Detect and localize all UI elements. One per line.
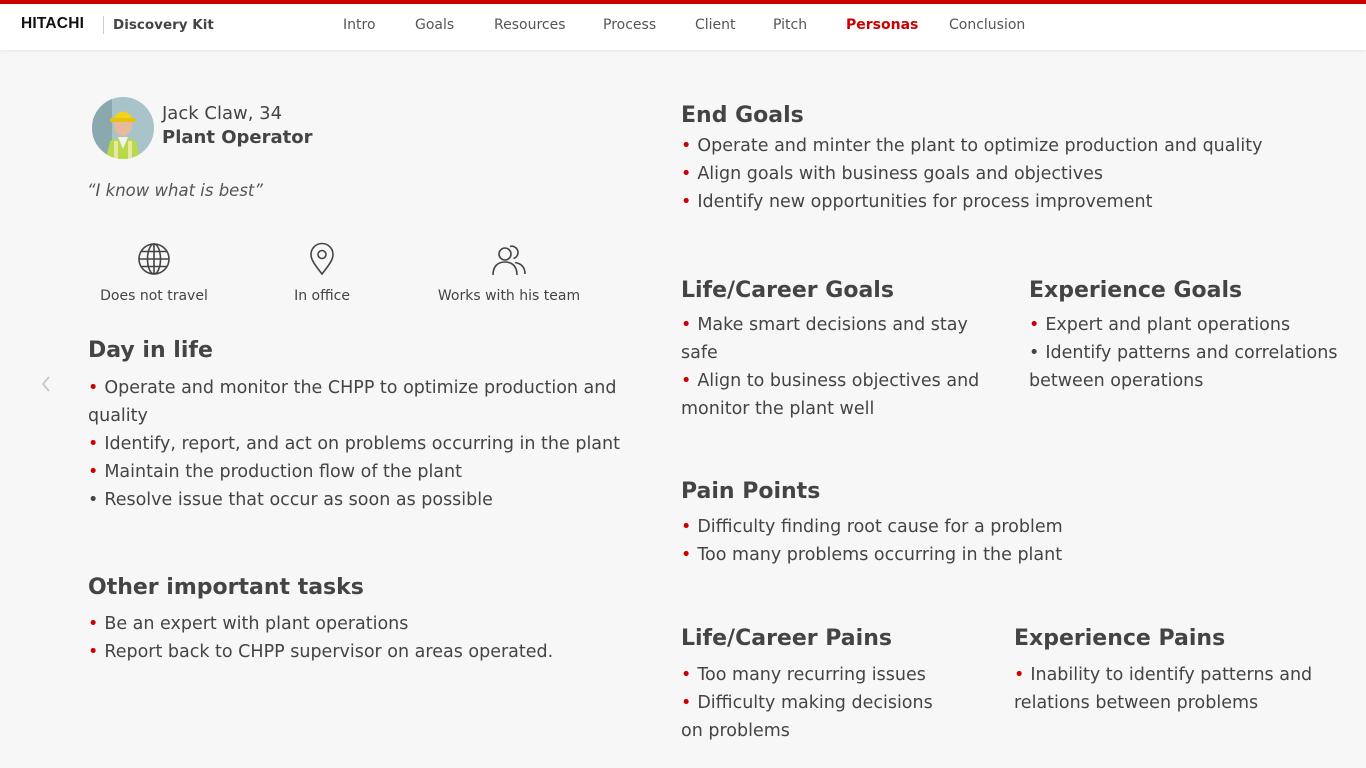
other-tasks-title: Other important tasks [88,575,364,600]
bullet-icon: • [88,434,99,454]
list-item: • Expert and plant operations [1029,315,1291,335]
bullet-icon: • [681,371,692,391]
list-item: • Make smart decisions and stay safe [681,315,968,363]
nav-pitch[interactable]: Pitch [773,17,808,33]
nav-personas[interactable]: Personas [846,17,919,33]
bullet-icon: • [681,315,692,335]
logo-divider [103,16,104,34]
trait-label: In office [294,288,350,304]
nav-conclusion[interactable]: Conclusion [949,17,1026,33]
bullet-icon: • [1014,665,1025,685]
bullet-icon: • [88,462,99,482]
nav-intro[interactable]: Intro [343,17,376,33]
pain-points-title: Pain Points [681,479,821,504]
persona-name: Jack Claw, 34 [162,103,283,124]
active-nav-indicator [829,0,928,3]
list-item: • Difficulty finding root cause for a problem [681,517,1063,537]
list-item: • Report back to CHPP supervisor on areas operated. [88,642,554,662]
list-item: • Too many problems occurring in the plant [681,545,1063,565]
bullet-icon: • [88,490,99,510]
bullet-icon: • [88,378,99,398]
header [0,4,1366,50]
end-goals-list [681,132,1321,216]
list-item: • Align goals with business goals and objectives [681,164,1103,184]
nav-process[interactable]: Process [603,17,657,33]
hitachi-logo[interactable]: HITACHI [21,15,85,32]
experience-goals-title: Experience Goals [1029,278,1243,303]
experience-pains-list [1014,661,1314,717]
bullet-icon: • [681,192,692,212]
list-item: • Be an expert with plant operations [88,614,409,634]
globe-icon [137,242,171,276]
other-tasks-list [88,610,633,666]
list-item: • Maintain the production flow of the plant [88,462,462,482]
bullet-icon: • [88,614,99,634]
persona-role: Plant Operator [162,127,313,148]
nav-client[interactable]: Client [695,17,736,33]
bullet-icon: • [681,517,692,537]
life-career-goals-list [681,311,981,423]
bullet-icon: • [681,164,692,184]
list-item: • Operate and minter the plant to optimize production and quality [681,136,1263,156]
day-in-life-list [88,374,633,514]
bullet-icon: • [88,642,99,662]
list-item: • Too many recurring issues [681,665,926,685]
trait-label: Does not travel [100,288,208,304]
bullet-icon: • [681,545,692,565]
bullet-icon: • [1029,343,1040,363]
experience-goals-list [1029,311,1339,395]
list-item: • Difficulty making decisions on problems [681,693,933,741]
trait-location [272,242,372,304]
persona-quote: “I know what is best” [87,181,263,200]
kit-name[interactable]: Discovery Kit [113,17,214,33]
list-item: • Identify new opportunities for process improvement [681,192,1153,212]
pain-points-list [681,513,1321,569]
list-item: • Inability to identify patterns and relations between problems [1014,665,1313,713]
team-icon [491,242,527,278]
bullet-icon: • [681,693,692,713]
trait-label: Works with his team [437,288,581,304]
bullet-icon: • [681,665,692,685]
list-item: • Identify patterns and correlations between operations [1029,343,1338,391]
list-item: • Operate and monitor the CHPP to optimize production and quality [88,378,617,426]
previous-slide-arrow-icon[interactable] [38,373,54,395]
list-item: • Align to business objectives and monitor the plant well [681,371,980,419]
end-goals-title: End Goals [681,103,804,128]
bullet-icon: • [681,136,692,156]
bullet-icon: • [1029,315,1040,335]
trait-travel [94,242,214,304]
list-item: • Identify, report, and act on problems occurring in the plant [88,434,620,454]
list-item: • Resolve issue that occur as soon as possible [88,490,493,510]
experience-pains-title: Experience Pains [1014,626,1226,651]
day-in-life-title: Day in life [88,338,213,363]
persona-avatar [92,97,154,159]
nav-goals[interactable]: Goals [415,17,455,33]
location-pin-icon [305,242,339,276]
life-career-goals-title: Life/Career Goals [681,278,894,303]
life-career-pains-list [681,661,946,745]
life-career-pains-title: Life/Career Pains [681,626,892,651]
trait-team [434,242,584,304]
nav-resources[interactable]: Resources [494,17,566,33]
